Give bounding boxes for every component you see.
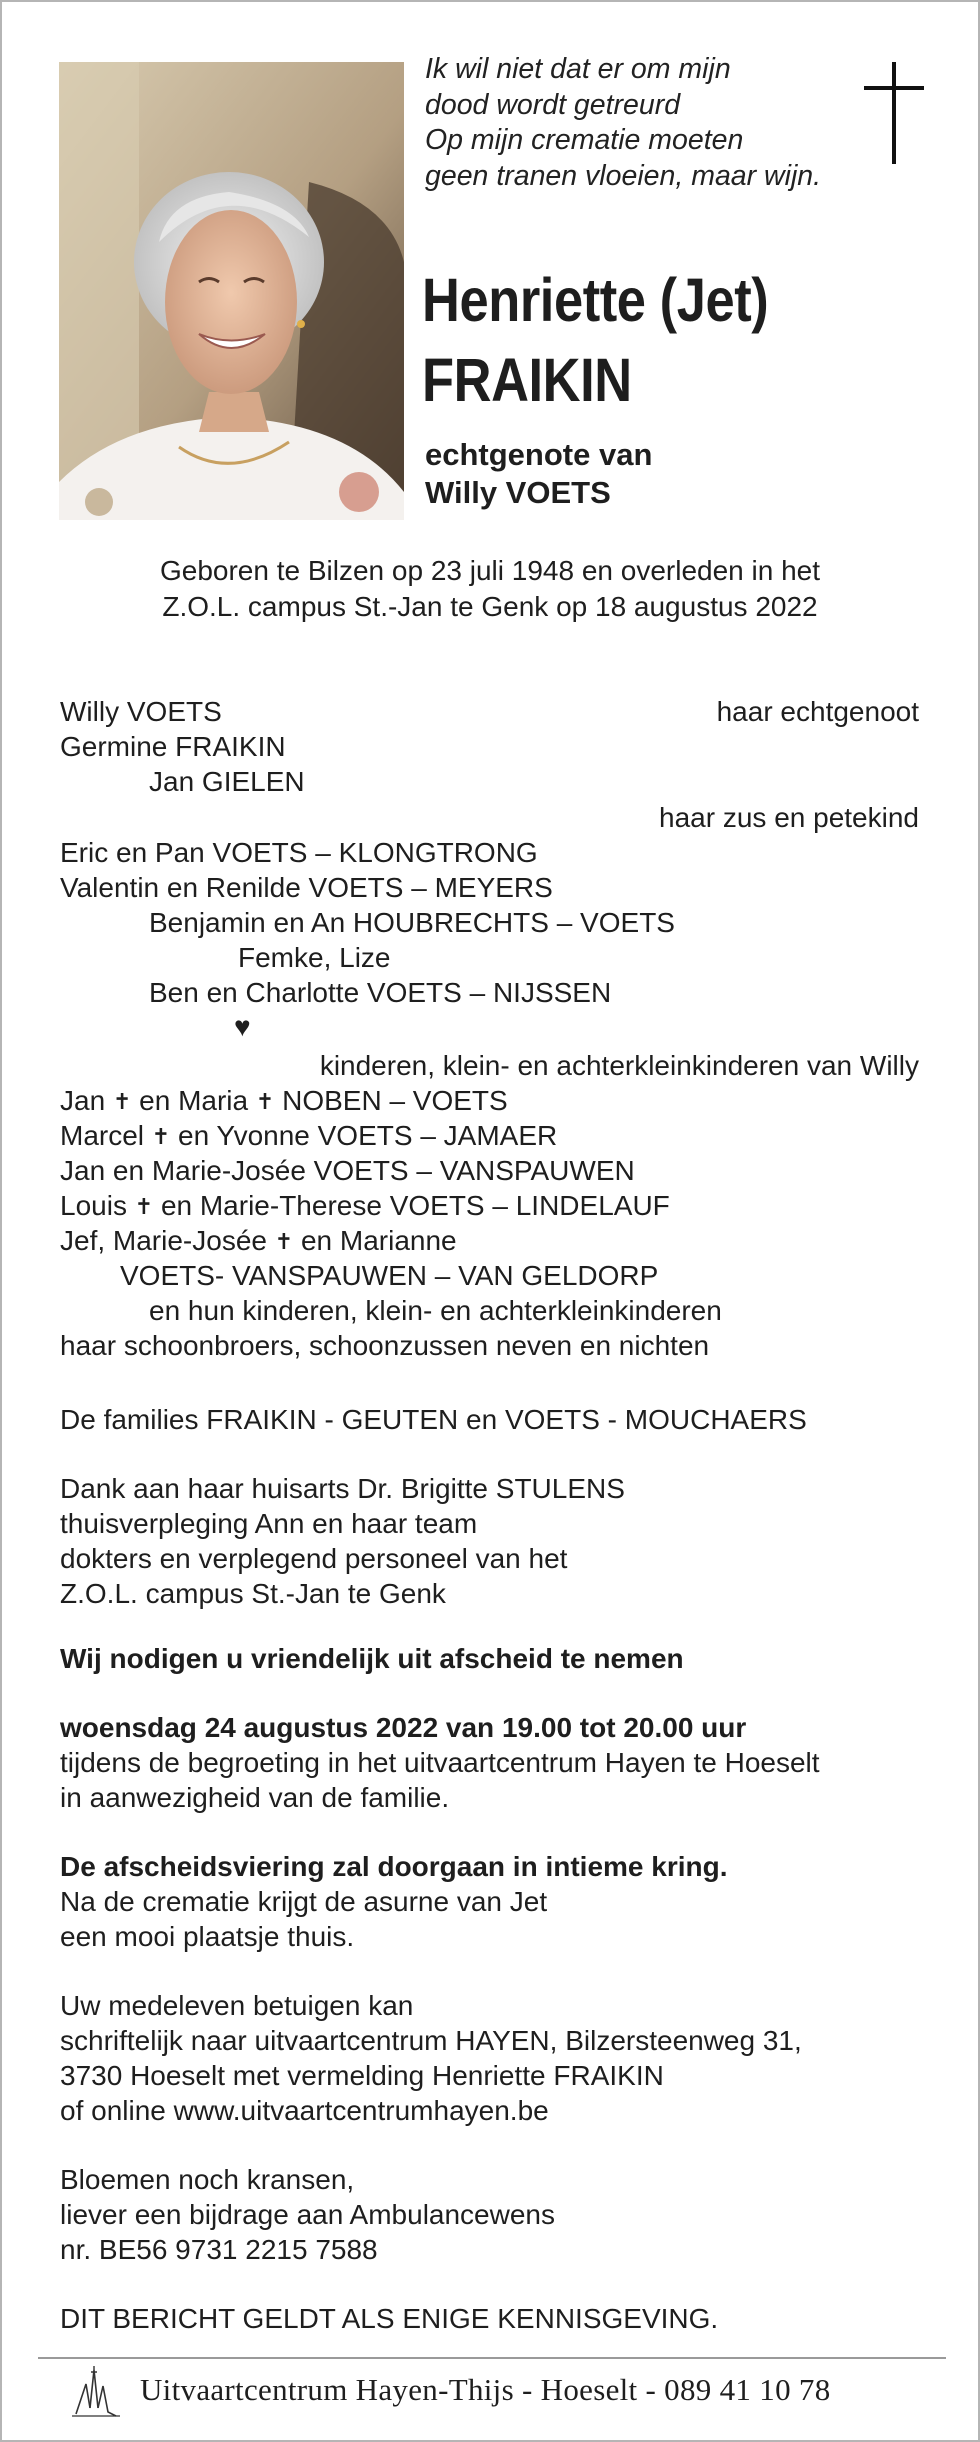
family-role: kinderen, klein- en achterkleinkinderen van Willy [319, 1050, 919, 1081]
member-name: Louis [60, 1190, 127, 1221]
thanks-line: thuisverpleging Ann en haar team [60, 1508, 478, 1539]
funeral-home-logo-icon [70, 2364, 122, 2418]
member-name: Jan [60, 1085, 106, 1116]
family-role: haar zus en petekind [659, 802, 919, 833]
member-name: Jef, Marie-Josée [60, 1225, 267, 1256]
condolence-line: of online www.uitvaartcentrumhayen.be [60, 2095, 549, 2126]
deceased-last-name: FRAIKIN [422, 346, 632, 414]
death-line: Z.O.L. campus St.-Jan te Genk op 18 augustus 2022 [162, 591, 818, 622]
thanks-line: dokters en verplegend personeel van het [60, 1543, 568, 1574]
family-member: en hun kinderen, klein- en achterkleinkinderen [149, 1295, 722, 1326]
member-name: en Maria [139, 1085, 249, 1116]
dagger-icon: ✝ [255, 1089, 275, 1114]
visitation-line: tijdens de begroeting in het uitvaartcentrum Hayen te Hoeselt [60, 1747, 820, 1778]
family-member: Jan GIELEN [149, 766, 305, 797]
member-name: en Yvonne VOETS – JAMAER [178, 1120, 558, 1151]
family-role: haar echtgenoot [716, 696, 919, 727]
heart-icon: ♥ [234, 1011, 251, 1042]
member-name: en Marie-Therese VOETS – LINDELAUF [160, 1190, 670, 1221]
family-member: Benjamin en An HOUBRECHTS – VOETS [149, 907, 675, 938]
family-member [60, 1084, 508, 1120]
poem-line: Ik wil niet dat er om mijn [425, 53, 731, 85]
birth-line: Geboren te Bilzen op 23 juli 1948 en overleden in het [159, 555, 821, 586]
thanks-line: Dank aan haar huisarts Dr. Brigitte STULENS [60, 1473, 625, 1504]
member-name: Marcel [60, 1120, 145, 1151]
visitation-line: in aanwezigheid van de familie. [60, 1782, 450, 1813]
poem-line: Op mijn crematie moeten [425, 124, 744, 156]
ceremony-heading: De afscheidsviering zal doorgaan in intieme kring. [60, 1851, 728, 1882]
flowers-line: liever een bijdrage aan Ambulancewens [60, 2199, 555, 2230]
ceremony-line: Na de crematie krijgt de asurne van Jet [60, 1886, 548, 1917]
dagger-icon: ✝ [151, 1124, 171, 1149]
flowers-line: Bloemen noch kransen, [60, 2164, 355, 2195]
footer-divider [38, 2357, 946, 2359]
spouse-info [425, 436, 652, 512]
poem-line: dood wordt getreurd [425, 88, 681, 121]
family-member: Jan en Marie-Josée VOETS – VANSPAUWEN [60, 1155, 635, 1186]
funeral-home-footer: Uitvaartcentrum Hayen-Thijs - Hoeselt - 089 41 10 78 [140, 2372, 831, 2407]
notice-line: DIT BERICHT GELDT ALS ENIGE KENNISGEVING. [60, 2303, 719, 2334]
deceased-name [422, 260, 869, 420]
spouse-name: Willy VOETS [425, 475, 611, 510]
family-member: Valentin en Renilde VOETS – MEYERS [60, 872, 553, 903]
condolence-line: 3730 Hoeselt met vermelding Henriette FRAIKIN [60, 2060, 664, 2091]
family-member [60, 1119, 557, 1155]
family-member: VOETS- VANSPAUWEN – VAN GELDORP [120, 1260, 659, 1291]
ceremony-line: een mooi plaatsje thuis. [60, 1921, 355, 1952]
family-member [60, 1189, 670, 1225]
family-role: haar schoonbroers, schoonzussen neven en nichten [60, 1330, 710, 1361]
visitation-time: woensdag 24 augustus 2022 van 19.00 tot 20.00 uur [60, 1712, 747, 1743]
thanks-line: Z.O.L. campus St.-Jan te Genk [60, 1578, 446, 1609]
dagger-icon: ✝ [134, 1194, 154, 1219]
dagger-icon: ✝ [112, 1089, 132, 1114]
family-member: Femke, Lize [238, 942, 391, 973]
poem-line: geen tranen vloeien, maar wijn. [425, 159, 822, 192]
spouse-relation: echtgenote van [425, 437, 653, 472]
deceased-first-name: Henriette (Jet) [422, 266, 769, 334]
poem [425, 52, 865, 194]
flowers-line: nr. BE56 9731 2215 7588 [60, 2234, 378, 2265]
birth-death-info [2, 553, 978, 625]
cross-icon [864, 62, 924, 164]
condolence-line: schriftelijk naar uitvaartcentrum HAYEN, Bilzersteenweg 31, [60, 2025, 802, 2056]
portrait-photo [59, 62, 404, 520]
member-name: NOBEN – VOETS [282, 1085, 508, 1116]
dagger-icon: ✝ [274, 1229, 294, 1254]
family-member [60, 1224, 457, 1260]
families-line: De families FRAIKIN - GEUTEN en VOETS - MOUCHAERS [60, 1404, 807, 1435]
condolence-line: Uw medeleven betuigen kan [60, 1990, 414, 2021]
invitation-heading: Wij nodigen u vriendelijk uit afscheid te nemen [60, 1643, 684, 1674]
member-name: en Marianne [300, 1225, 457, 1256]
family-member: Germine FRAIKIN [60, 731, 286, 762]
family-member: Willy VOETS [60, 696, 222, 727]
family-member: Eric en Pan VOETS – KLONGTRONG [60, 837, 538, 868]
family-member: Ben en Charlotte VOETS – NIJSSEN [149, 977, 612, 1008]
